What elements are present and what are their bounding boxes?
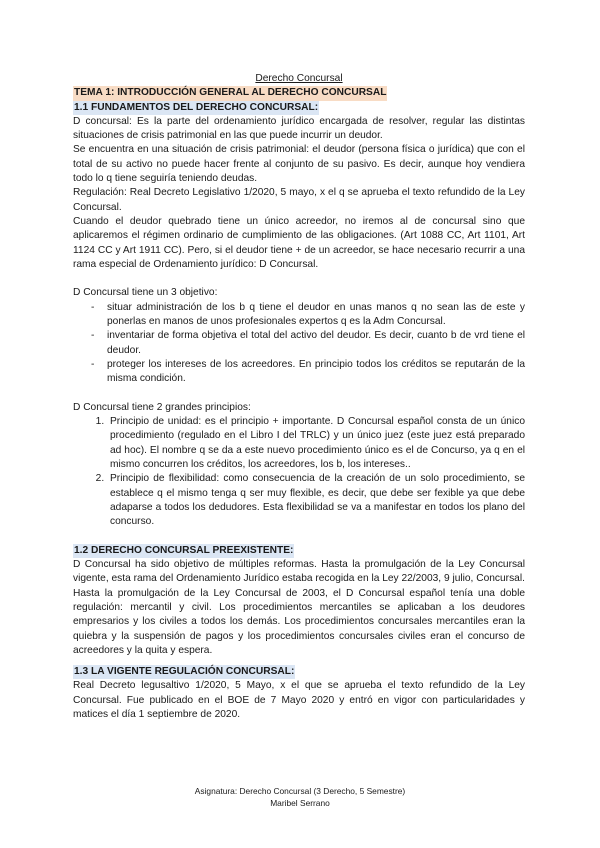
paragraph: D Concursal ha sido objetivo de múltiples reformas. Hasta la promulgación de la Ley Concursal vigente, esta rama del Ordenamiento Jurídico estaba recogida en la Ley 22/2003, 9 julio, Concursal.	[73, 559, 525, 585]
list-item: - proteger los intereses de los acreedores. En principio todos los créditos se reputarán de la misma condición.	[91, 358, 525, 387]
objectives-intro: D Concursal tiene un 3 objetivo:	[73, 287, 218, 299]
footer-author: Maribel Serrano	[270, 797, 330, 808]
paragraph: Se encuentra en una situación de crisis patrimonial: el deudor (persona física o jurídica) que con el total de su activo no puede hacer frente al conjunto de su pasivo. Es decir, aunque hoy vendiera todo lo q tiene seguiría teniendo deudas.	[73, 144, 525, 185]
principles-intro: D Concursal tiene 2 grandes principios:	[73, 401, 251, 413]
paragraph: Cuando el deudor quebrado tiene un único acreedor, no iremos al de concursal sino que aplicaremos el régimen ordinario de cumplimiento de las obligaciones. (Art 1088 CC, Art 1101, Art 1124 CC y Art 1911 CC). Pero, si el deudor tiene + de un acreedor, se hace necesario recurrir a una rama especial de Ordenamiento jurídico: D Concursal.	[73, 215, 525, 270]
section-1-heading: 1.1 FUNDAMENTOS DEL DERECHO CONCURSAL:	[73, 101, 319, 115]
list-item: 1. Principio de unidad: es el principio + importante. D Concursal español consta de un único procedimiento (regulado en el Libro I del TRLC) y un único juez (este juez está preparado ad hoc). El nombre q se da a este nuevo procedimiento único es el de Concurso, ya q en el mismo concurren los créditos, los acreedores, los b, los intereses..	[107, 415, 525, 472]
list-item: - situar administración de los b q tiene el deudor en unas manos q no sean las de este y ponerlas en manos de unos profesionales expertos q es la Adm Concursal.	[91, 301, 525, 330]
list-item: - inventariar de forma objetiva el total del activo del deudor. Es decir, cuanto b de vrd tiene el deudor.	[91, 329, 525, 358]
paragraph: D concursal: Es la parte del ordenamiento jurídico encargada de resolver, regular las distintas situaciones de crisis patrimonial en las que puede incurrir un deudor.	[73, 115, 525, 142]
document-title: Derecho Concursal	[255, 73, 343, 84]
list-item: 2. Principio de flexibilidad: como consecuencia de la creación de un solo procedimiento, se establece q el mismo tenga q ser muy flexible, es decir, que debe ser fexible ya que debe adaparse a todos los dedudores. Esta flexibilidad se va a manifestar en todos los plano del concurso.	[107, 472, 525, 529]
footer-subject: Asignatura: Derecho Concursal (3 Derecho, 5 Semestre)	[194, 786, 406, 796]
objectives-list	[73, 301, 525, 387]
section-3-heading: 1.3 LA VIGENTE REGULACIÓN CONCURSAL:	[73, 665, 295, 679]
paragraph: Regulación: Real Decreto Legislativo 1/2020, 5 mayo, x el q se aprueba el texto refundido de la Ley Concursal.	[73, 187, 525, 213]
paragraph: Hasta la promulgación de la Ley Concursal de 2003, el D Concursal español tenía una doble regulación: mercantil y civil. Los procedimientos mercantiles se aplicaban a los deudores empresarios y los civiles a todos los demás. Los procedimientos concursales mercantiles eran la quiebra y la suspensión de pagos y los procedimientos concursales civiles eran el concurso de acreedores y la quita y espera.	[73, 587, 525, 656]
paragraph: Real Decreto legusaltivo 1/2020, 5 Mayo, x el que se aprueba el texto refundido de la Ley Concursal. Fue publicado en el BOE de 7 Mayo 2020 y entró en vigor con particularidades y matices el día 1 septiembre de 2020.	[73, 680, 525, 721]
page-footer	[0, 786, 600, 809]
tema-heading: TEMA 1: INTRODUCCIÓN GENERAL AL DERECHO CONCURSAL	[73, 86, 387, 100]
section-2-heading: 1.2 DERECHO CONCURSAL PREEXISTENTE:	[73, 544, 294, 558]
principles-list	[73, 415, 525, 529]
